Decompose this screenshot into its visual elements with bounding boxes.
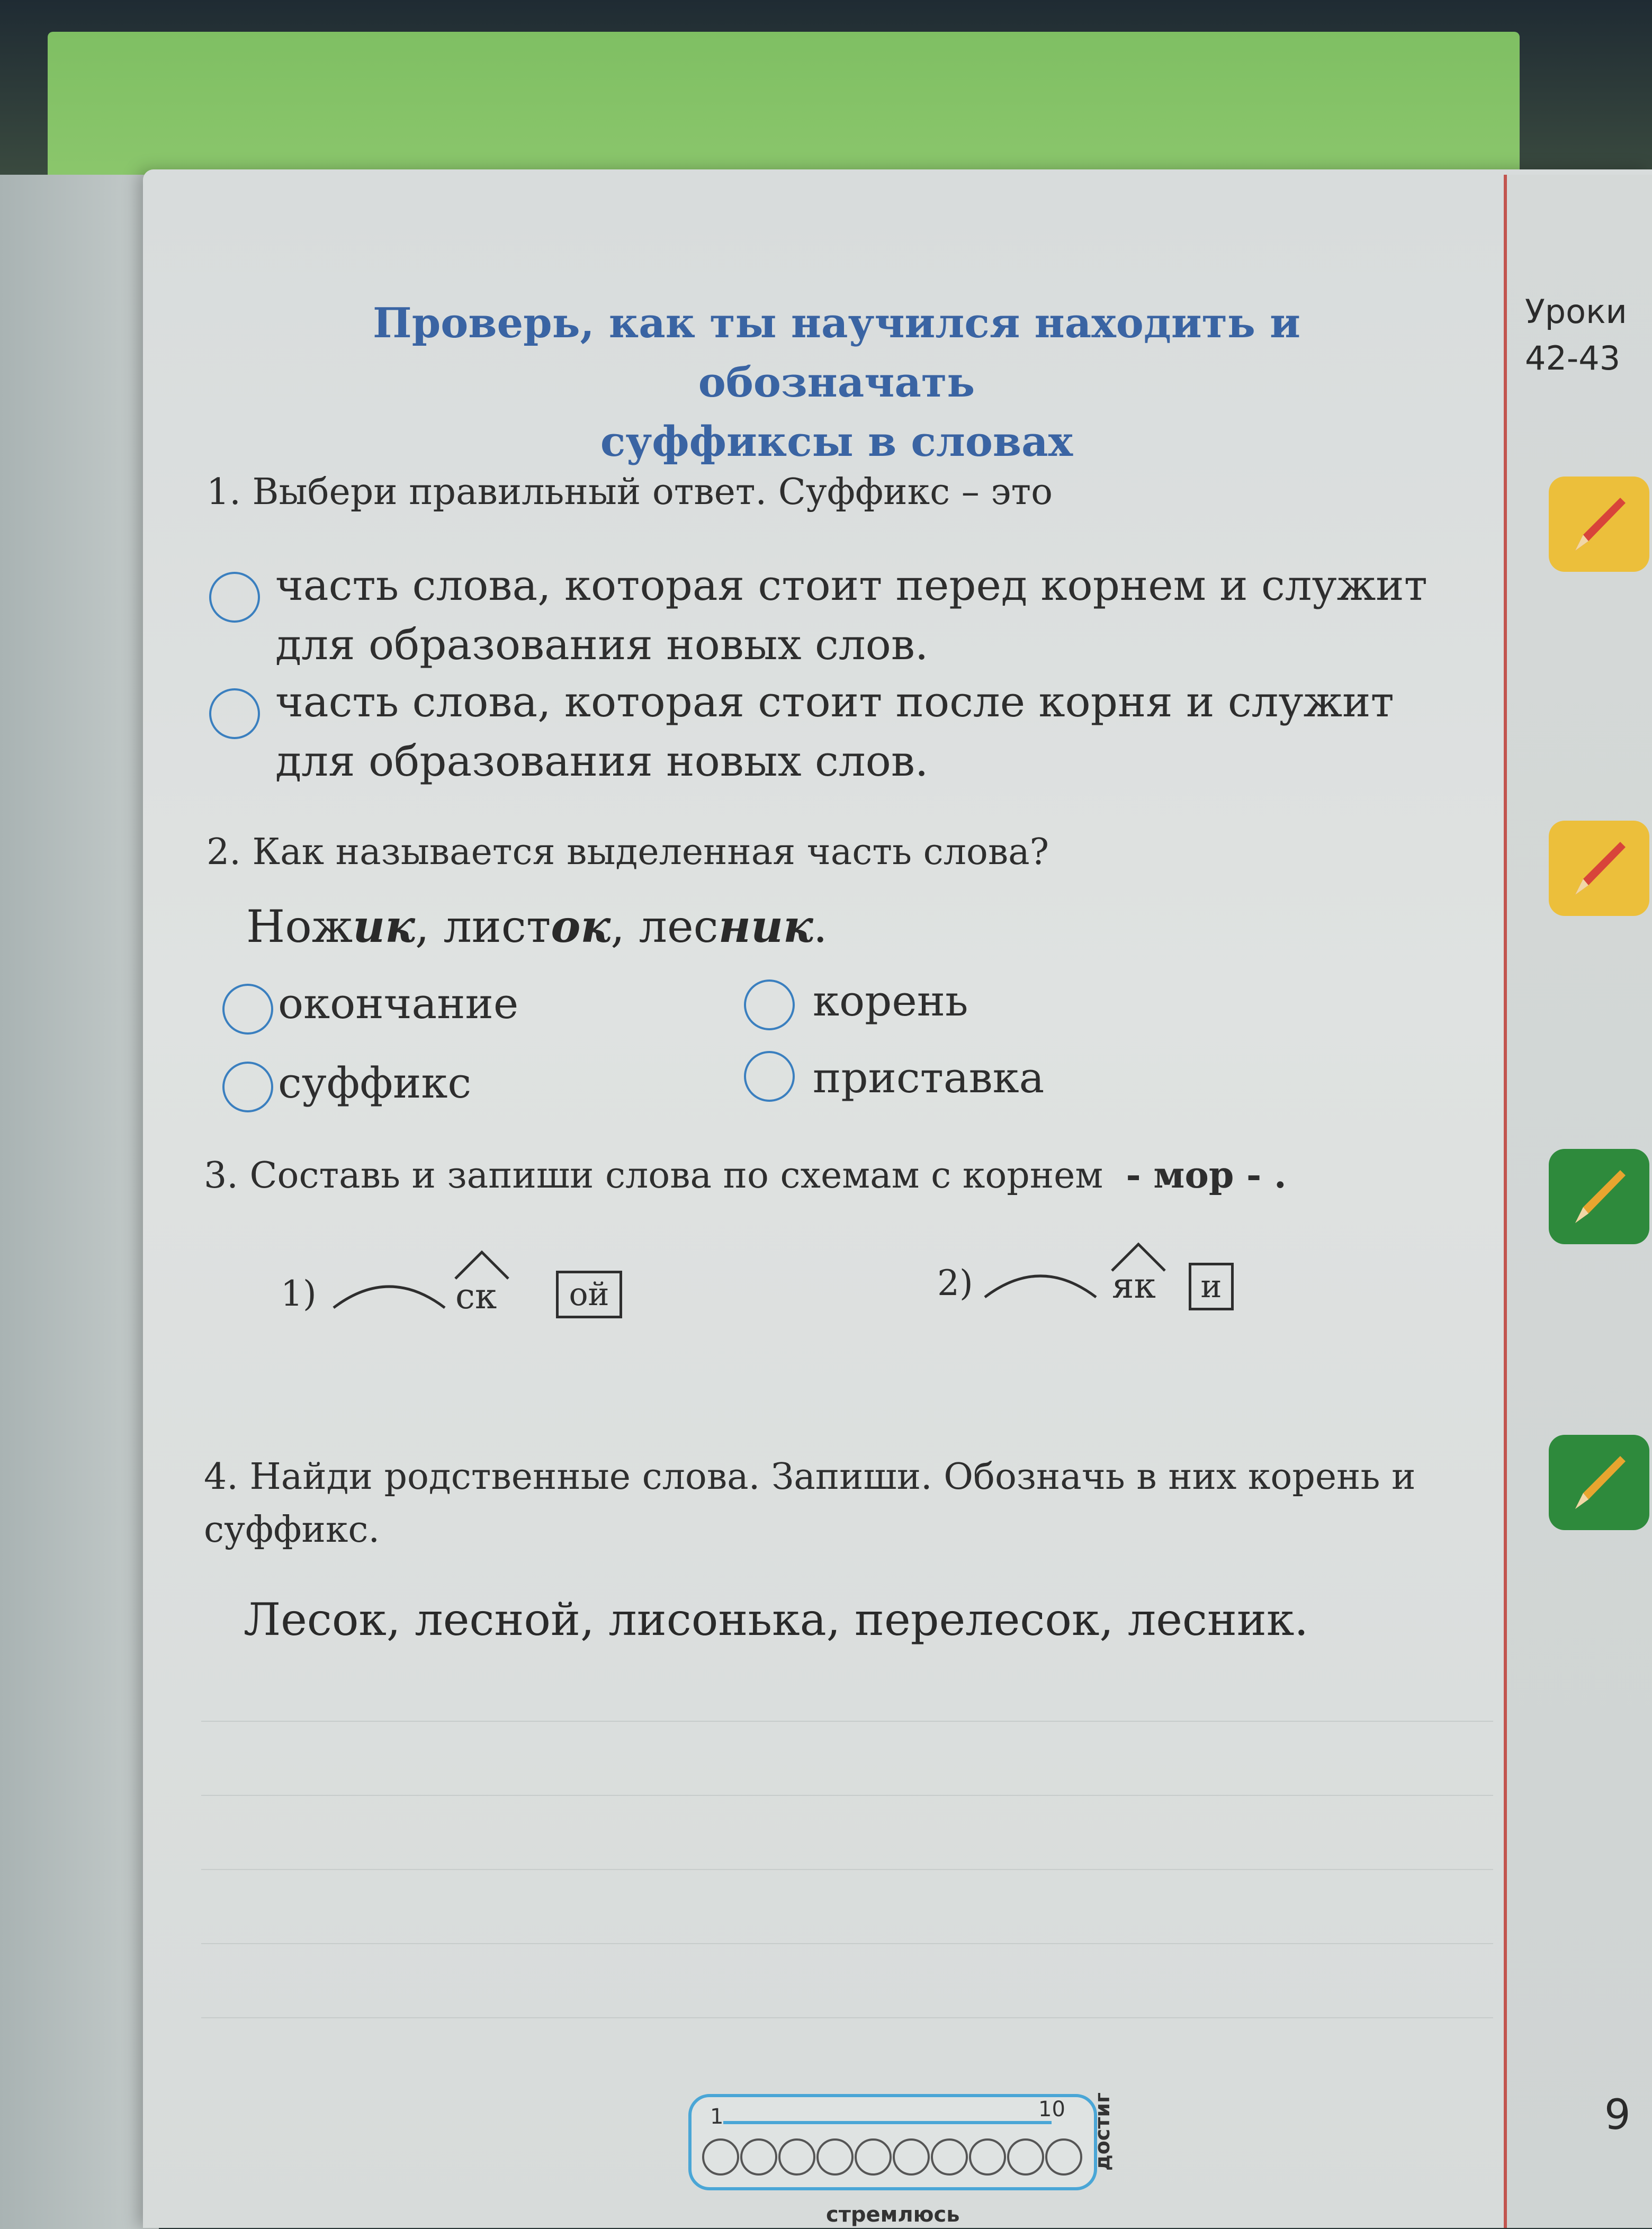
scheme-2-number: 2) <box>937 1263 973 1304</box>
root-arc-icon <box>328 1271 450 1313</box>
radio-ending[interactable] <box>222 984 273 1035</box>
page-title: Проверь, как ты научился находить и обозначать суффиксы в словах <box>373 299 1300 466</box>
radio-suffix[interactable] <box>222 1062 273 1112</box>
scale-circle[interactable] <box>702 2138 739 2176</box>
option-b-text: часть слова, которая стоит после корня и служит для образования новых слов. <box>275 677 1394 786</box>
question-1-prompt: 1. Выбери правильный ответ. Суффикс – это <box>206 471 1053 513</box>
radio-option-a[interactable] <box>209 572 260 623</box>
scale-circle[interactable] <box>969 2138 1006 2176</box>
question-3-prompt: 3. Составь и запиши слова по схемам с корнем - мор - . <box>204 1154 1287 1197</box>
scheme-2-ending: и <box>1189 1263 1234 1310</box>
option-a-text: часть слова, которая стоит перед корнем и служит для образования новых слов. <box>275 561 1427 669</box>
scale-end: 10 <box>1038 2097 1065 2122</box>
pencil-icon <box>1549 477 1649 572</box>
writing-line <box>201 1795 1493 1796</box>
scale-circle[interactable] <box>816 2138 854 2176</box>
question-2-words: Ножик, листок, лесник. <box>246 900 828 952</box>
scale-label-strive: стремлюсь <box>826 2203 960 2227</box>
left-sheet <box>0 175 159 2229</box>
pencil-icon <box>1549 1435 1649 1530</box>
writing-line <box>201 1943 1493 1944</box>
option-root: корень <box>813 976 968 1026</box>
writing-line <box>201 2017 1493 2018</box>
pencil-icon <box>1549 1149 1649 1244</box>
writing-line <box>201 1721 1493 1722</box>
page-number: 9 <box>1604 2091 1631 2139</box>
scheme-1-suffix: ск <box>455 1276 497 1317</box>
scheme-1-number: 1) <box>281 1273 317 1314</box>
option-suffix: суффикс <box>278 1058 472 1108</box>
scale-circle[interactable] <box>740 2138 777 2176</box>
writing-line <box>201 1869 1493 1870</box>
scale-label-achieved: достиг <box>1091 2092 1114 2171</box>
scale-start: 1 <box>710 2105 724 2129</box>
margin-line <box>1504 175 1507 2228</box>
scheme-1-ending: ой <box>556 1271 622 1318</box>
scale-circle[interactable] <box>778 2138 815 2176</box>
scale-circle[interactable] <box>1007 2138 1044 2176</box>
scale-circle[interactable] <box>1045 2138 1082 2176</box>
radio-prefix[interactable] <box>744 1051 795 1102</box>
option-prefix: приставка <box>813 1053 1045 1102</box>
radio-root[interactable] <box>744 979 795 1030</box>
scale-arrow <box>723 2121 1052 2124</box>
question-4-words: Лесок, лесной, лисонька, перелесок, лесник. <box>244 1594 1309 1646</box>
question-4-prompt: 4. Найди родственные слова. Запиши. Обозначь в них корень и суффикс. <box>204 1456 1416 1551</box>
pencil-icon <box>1549 821 1649 916</box>
scale-circle[interactable] <box>931 2138 968 2176</box>
question-2-prompt: 2. Как называется выделенная часть слова? <box>206 831 1049 873</box>
radio-option-b[interactable] <box>209 688 260 739</box>
root-arc-icon <box>980 1260 1101 1302</box>
scheme-2-suffix: як <box>1112 1265 1156 1306</box>
lessons-label: Уроки 42-43 <box>1525 292 1627 378</box>
scale-circle[interactable] <box>893 2138 930 2176</box>
self-assessment-scale <box>688 2094 1097 2190</box>
option-ending: окончание <box>278 979 519 1028</box>
scale-circle[interactable] <box>855 2138 892 2176</box>
